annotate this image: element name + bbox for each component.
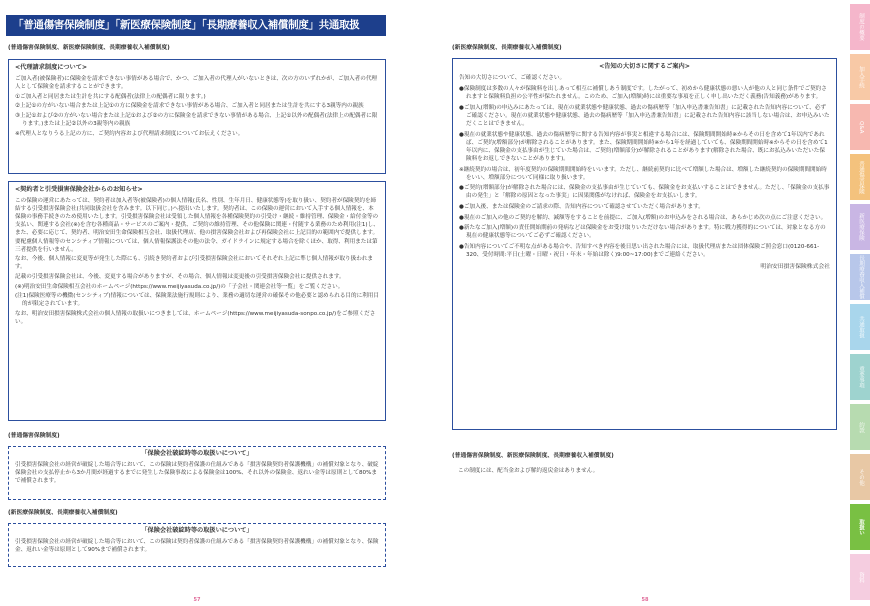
section-label-common: (普通傷害保険制度、新医療保険制度、長期療養収入補償制度) — [8, 45, 170, 51]
insolvency-accident-text: 引受損害保険会社の経営が破綻した場合等において、この保険は契約者保護の仕組みである「損害保険契約者保護機構」の補償対象となり、破綻保険会社の支払停止から3か月間が経過するまでに発生した保険事故による保険金は100%、それ以外の保険金、返れい金等は原則として80%まで補償されます。 — [15, 461, 379, 485]
insolvency-medical-text: 引受損害保険会社の経営が破綻した場合等において、この保険は契約者保護の仕組みである「損害保険契約者保護機構」の補償対象となり、保険金、返れい金等は原則として90%まで補償されます。 — [15, 538, 379, 554]
proxy-claim-item: ②上記①の方がいない場合または上記①の方に保険金を請求できない事情がある場合、ご加入者と同居または生計を共にする3親等内の親族 — [15, 103, 364, 110]
insolvency-medical-box — [8, 523, 386, 567]
privacy-notice-title: <契約者と引受損害保険会社からのお知らせ> — [15, 186, 143, 193]
section-label-medical-right: (新医療保険制度、長期療養収入補償制度) — [452, 45, 562, 51]
disclosure-item: ●ご契約(増額部分)が解除された場合には、保険金の支払事由が生じていても、保険金をお支払いすることはできません。ただし、「保険金の支払事由の発生」と「解除の原因となった事実」に因果関係がなければ、保険金をお支払いします。 — [459, 185, 830, 200]
disclosure-item: ●現在の就業状態や健康状態、過去の傷病歴等に関する告知内容が事実と相違する場合には、保険期間開始時※からその日を含めて1年以内であれば、ご契約(増額部分)が解除されることがあります。また、保険期間開始時※から1年を経過していても、保険期間開始時※からその日を含めて1年以内に、保険金の支払事由が生じていた場合は、ご契約(増額部分)が解除されることがあります(解除された場合、既にお払込みいただいた保険料をお返しできないことがあります)。 — [459, 131, 828, 162]
left-page — [0, 0, 415, 606]
section-label-all-right: (普通傷害保険制度、新医療保険制度、長期療養収入補償制度) — [452, 453, 614, 459]
side-tab[interactable]: 加入手続 — [850, 54, 870, 100]
disclosure-intro: 告知の大切さについて、ご確認ください。 — [459, 74, 566, 81]
company-name: 明治安田損害保険株式会社 — [760, 264, 830, 271]
disclosure-item: ●告知内容についてご不明な点がある場合や、告知すべき内容を後日思い出された場合には、取扱代理店または団体保険ご照会窓口(0120-661-320、受付時間:平日(土曜・日曜・祝日・年末・年始は除く)9:00~17:00)までご連絡ください。 — [459, 243, 820, 259]
disclosure-item: ●ご加入後、または保険金のご請求の際、告知内容について確認させていただく場合があります。 — [459, 204, 704, 211]
privacy-notice-text: この保険の運営にあたっては、契約者は加入者等(被保険者)の個人情報(氏名、性別、生年月日、健康状態等)を取り扱い、契約者が保険契約を締結する引受損害保険会社(共同取扱会社を含みます。以下同じ。)へ提出いたします。契約者は、この保険の運営において入手する個人情報を、本保険の事務手続きのため使用いたします。引受損害保険会社は受領した個人情報を各種保険契約の引受け・継続・維持管理、保険金・給付金等の支払い、関連する会社(※)を含む各種商品・サービスのご案内・提供、ご契約の維持管理、その他保険に関連・付随する業務のため利用(注1)し、また、必要に応じて、契約者、明治安田生命保険相互会社、取扱代理店、他の損害保険会社および再保険会社に上記目的の範囲内で提供します。要配慮個人情報等のセンシティブ情報については、個人情報保護法その他の法令、ガイドラインに規定する場合を除くほか、取得、利用または第三者提供を行いません。 — [15, 197, 379, 253]
side-tab[interactable]: 普通傷害保険 — [850, 154, 870, 200]
privacy-notice-footnote: (注1)保険医療等の機微(センシティブ)情報については、保険業法施行規則により、業務の適切な運営の確保その他必要と認められる目的に利用目的が限定されています。 — [15, 293, 379, 308]
proxy-claim-item: ③上記①および②の方がいない場合または上記①および②の方に保険金を請求できない事情がある場合、上記①以外の配偶者(法律上の配偶者に限ります。)または上記②以外の3親等内の親族 — [15, 112, 378, 128]
side-tab[interactable]: 新医療保険 — [850, 204, 870, 250]
disclosure-box — [452, 58, 837, 430]
disclosure-note: ※継続契約の場合は、初年度契約の保険期間開始時をいいます。ただし、継続前契約に比べて増額した場合は、増額した継続契約の保険期間開始時をいい、増額部分について同様に取り扱います。 — [459, 166, 827, 181]
section-label-medical: (新医療保険制度、長期療養収入補償制度) — [8, 510, 118, 516]
side-tab[interactable]: 制度の概要 — [850, 4, 870, 50]
side-tab[interactable]: 重要事項 — [850, 354, 870, 400]
proxy-claim-title: <代理請求制度について> — [15, 64, 88, 71]
page-number-right: 58 — [641, 597, 649, 603]
side-tab[interactable]: その他 — [850, 454, 870, 500]
side-tab[interactable]: Q&A — [850, 104, 870, 150]
side-tab[interactable]: 共通取扱 — [850, 304, 870, 350]
disclosure-item: ●新たなご加入(増額)の責任開始期前の発病などは保険金をお受け取りいただけない場合があります。特に戦力獲得的については、対象となる方の現在の健康状態等についてご必ずご確認ください。 — [459, 225, 826, 240]
right-page — [432, 0, 847, 606]
privacy-notice-text: なお、今後、個人情報に変更等が発生した際にも、引続き契約者および引受損害保険会社においてそれぞれ上記に準じ個人情報が取り扱われます。 — [15, 256, 374, 271]
disclosure-item: ●現在のご加入の他のご契約を解約、減額等をすることを前提に、ご加入(増額)のお申込みをされる場合は、あらかじめ次の点にご注意ください。 — [459, 214, 827, 221]
privacy-notice-box — [8, 181, 386, 421]
disclosure-title: <告知の大切さに関するご案内> — [599, 63, 690, 70]
privacy-notice-text: 記載の引受損害保険会社は、今後、変更する場合がありますが、その場合、個人情報は変更後の引受損害保険会社に提供されます。 — [15, 273, 345, 280]
disclosure-item: ●保険制度は多数の人々が保険料を出しあって相互に補償しあう制度です。したがって、初めから健康状態の悪い人が他の人と同じ条件でご契約されますと保険料負担の公平性が保たれません。このため、ご加入(増額)時には重要な事項を正しく申し出いただく義務(告知義務)があります。 — [459, 86, 827, 101]
side-tab[interactable]: 長期療養収入補償 — [850, 254, 870, 300]
privacy-notice-text: なお、明治安田損害保険株式会社の個人情報の取扱いにつきましては、ホームページ(https://www.meijiyasuda-sonpo.co.jp/)をご参照ください。 — [15, 310, 376, 326]
proxy-claim-text: ご加入者(被保険者)に保険金を請求できない事情がある場合で、かつ、ご加入者の代理人がいないときは、次の方のいずれかが、ご加入者の代理人として保険金を請求することができます。 — [15, 75, 378, 91]
proxy-claim-note: ※代理人となりうる上記の方に、ご契約内容および代理請求制度についてお伝えください。 — [15, 130, 244, 137]
dividend-note: この制度には、配当金および解約返戻金はありません。 — [458, 468, 599, 474]
side-index-tabs — [850, 0, 870, 606]
insolvency-accident-box — [8, 446, 386, 500]
page-title: 「普通傷害保険制度」「新医療保険制度」「長期療養収入補償制度」共通取扱 — [6, 15, 386, 36]
side-tab[interactable]: 約款 — [850, 404, 870, 450]
proxy-claim-item: ①ご加入者と同居または生計を共にする配偶者(法律上の配偶者に限ります。) — [15, 93, 206, 100]
side-tab[interactable]: 資料 — [850, 554, 870, 600]
proxy-claim-box — [8, 59, 386, 174]
disclosure-item: ●ご加入(増額)の申込みにあたっては、現在の就業状態や健康状態、過去の傷病歴等「加入申込書兼告知書」に記載された告知内容について、必ずご確認ください。現在の就業状態や健康状態、過去の傷病歴等「加入申込書兼告知書」に記載された告知内容に該当しない場合は、お申込みいただくことはできません。 — [459, 104, 830, 128]
section-label-accident: (普通傷害保険制度) — [8, 433, 60, 439]
page-number-left: 57 — [193, 597, 201, 603]
insolvency-medical-title: 「保険会社破綻時等の取扱いについて」 — [141, 527, 253, 534]
side-tab[interactable]: 取扱い — [850, 504, 870, 550]
insolvency-accident-title: 「保険会社破綻時等の取扱いについて」 — [141, 450, 253, 457]
privacy-notice-footnote: (※)明治安田生命保険相互会社のホームページ(https://www.meijiyasuda.co.jp/)の「子会社・関連会社等一覧」をご覧ください。 — [15, 283, 344, 290]
